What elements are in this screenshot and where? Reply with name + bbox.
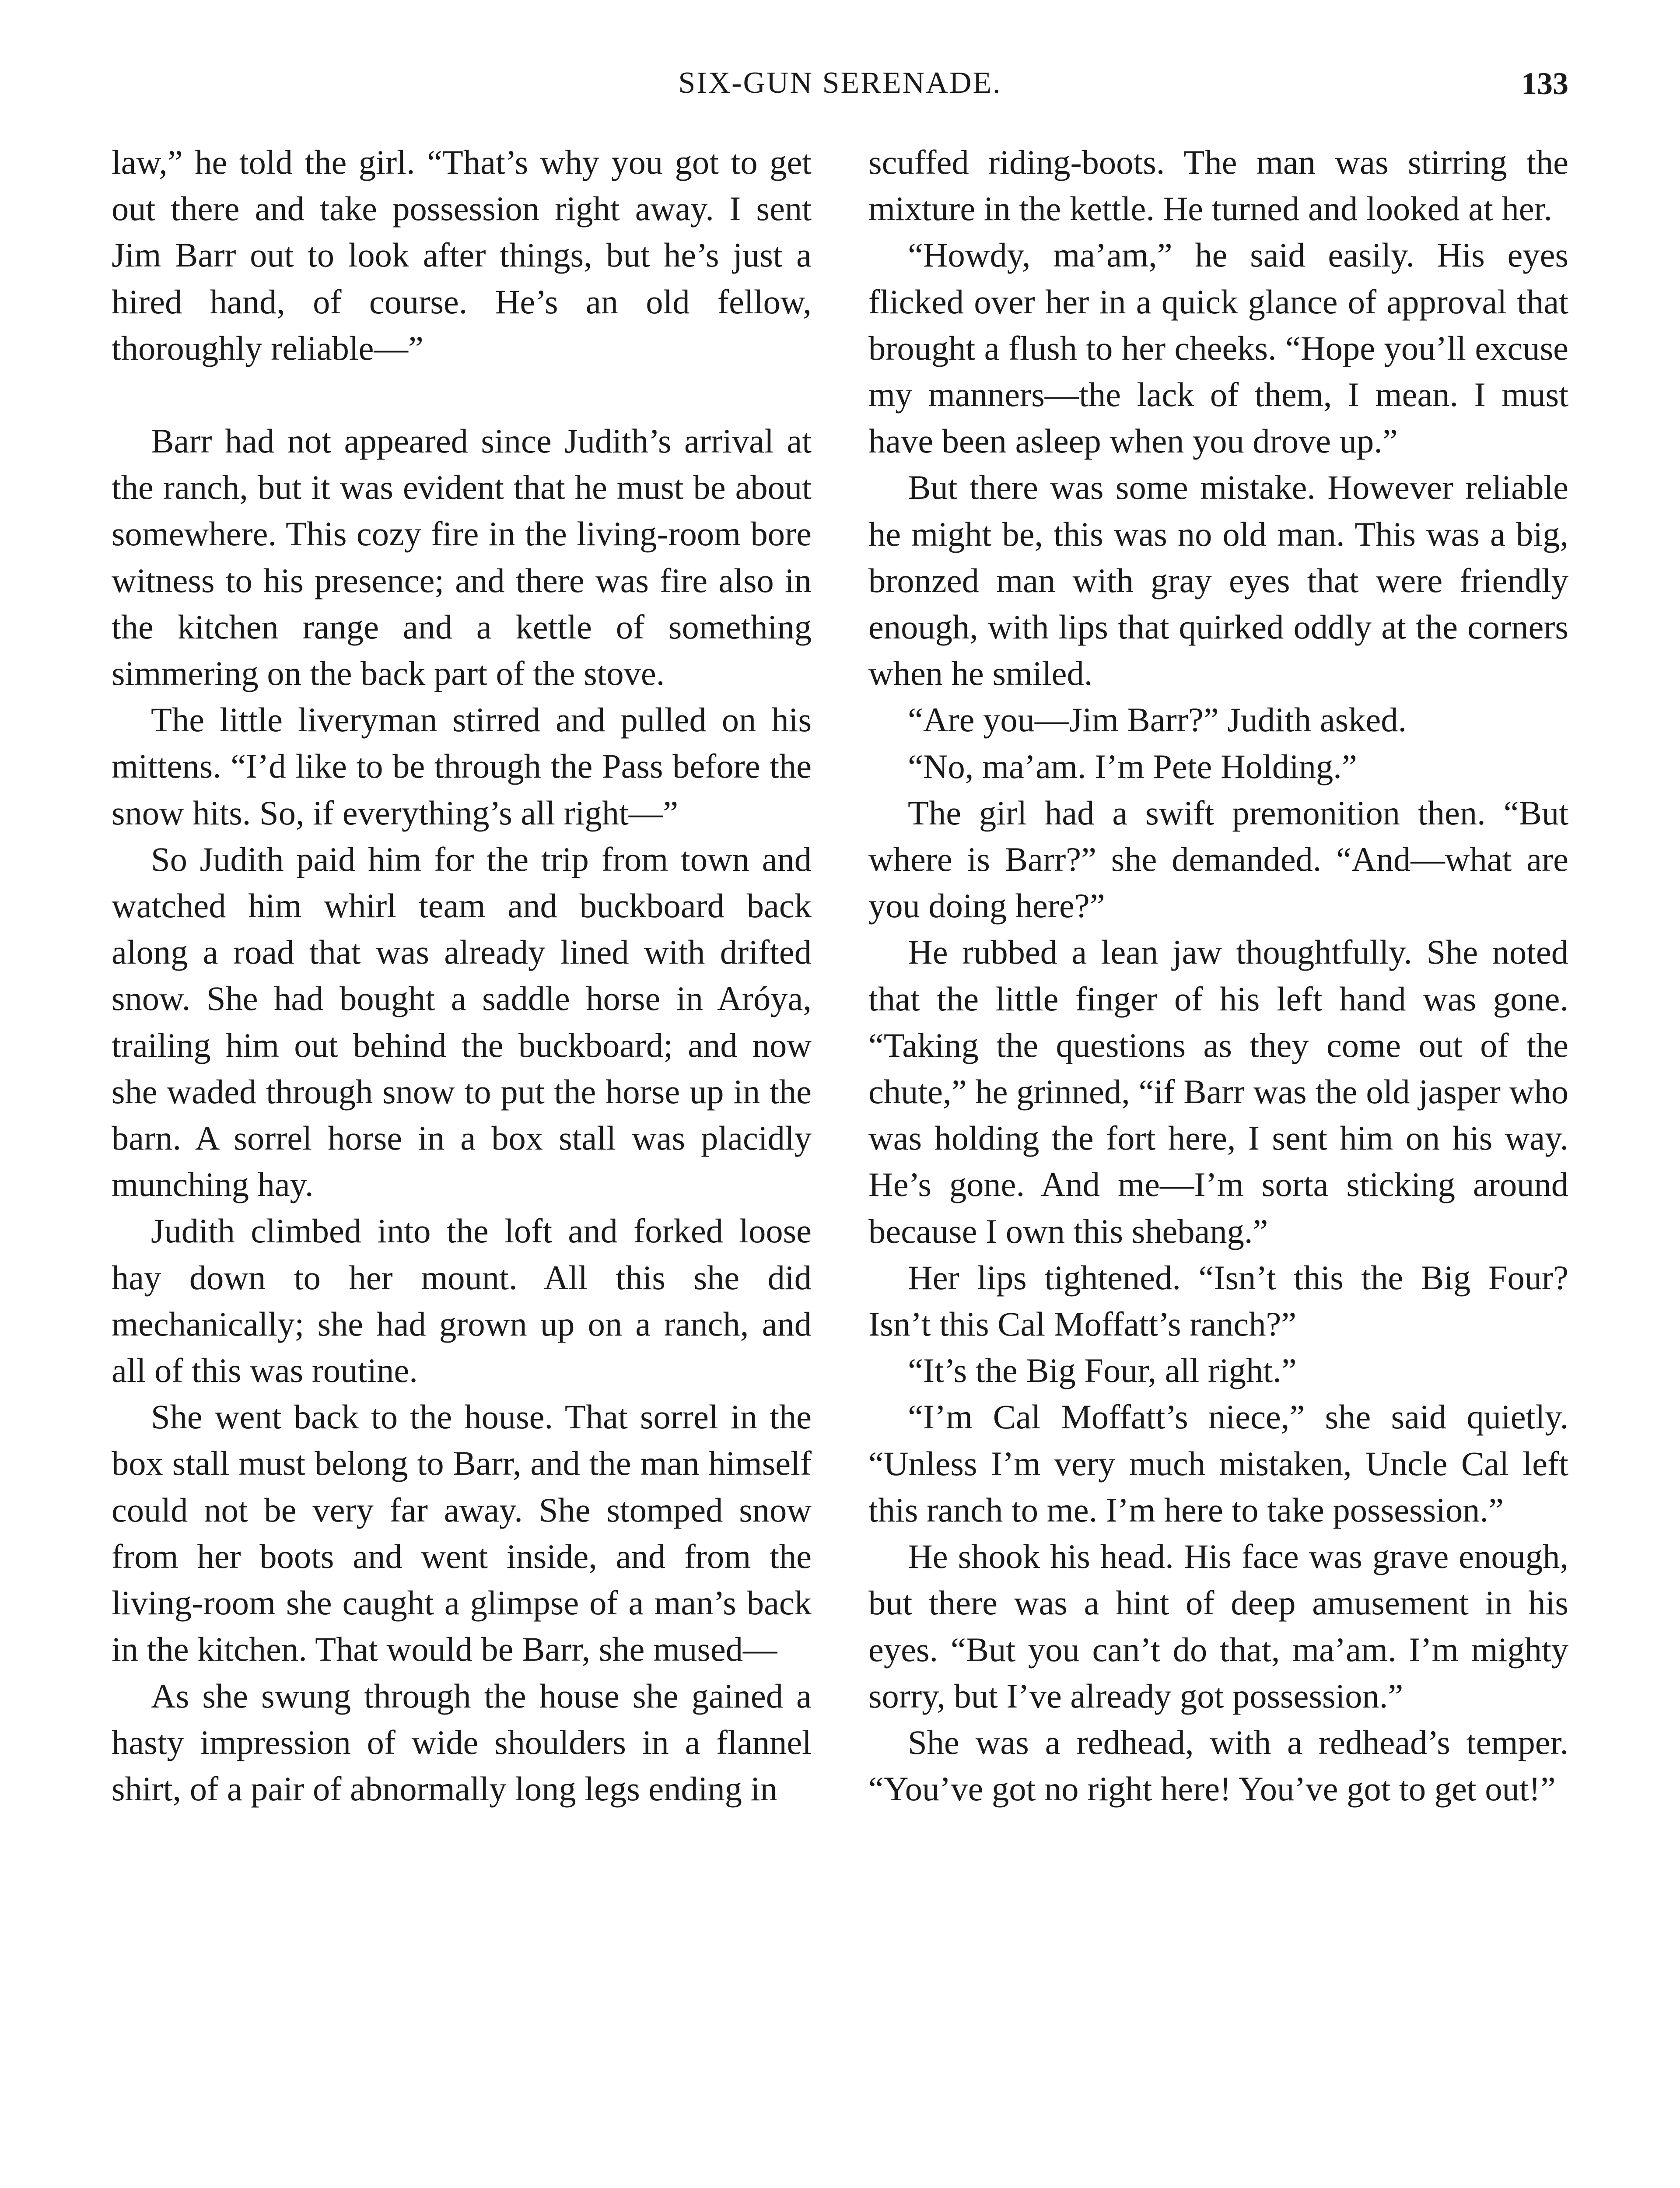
page-number: 133 (1521, 66, 1568, 101)
paragraph: She was a redhead, with a redhead’s temper. “You’ve got no right here! You’ve got to get out!” (868, 1723, 1568, 1808)
paragraph: Barr had not appeared since Judith’s arrival at the ranch, but it was evident that he must be about somewhere. This cozy fire in the living-room bore witness to his presence; and there was fire also in the kitchen range and a kettle of something simmering on the back part of the stove. (112, 422, 812, 693)
paragraph: “No, ma’am. I’m Pete Holding.” (908, 747, 1357, 785)
paragraph: The girl had a swift premonition then. “But where is Barr?” she demanded. “And—what are you doing here?” (868, 793, 1568, 925)
paragraph: She went back to the house. That sorrel in the box stall must belong to Barr, and the man himself could not be very far away. She stomped snow from her boots and went inside, and from the living-room she caught a glimpse of a man’s back in the kitchen. That would be Barr, she mused— (112, 1398, 812, 1669)
paragraph: Her lips tightened. “Isn’t this the Big Four? Isn’t this Cal Moffatt’s ranch?” (868, 1258, 1568, 1343)
paragraph: “It’s the Big Four, all right.” (908, 1351, 1297, 1390)
paragraph: He shook his head. His face was grave enough, but there was a hint of deep amusement in his eyes. “But you can’t do that, ma’am. I’m mighty sorry, but I’ve already got possession.” (868, 1537, 1568, 1715)
paragraph: “Howdy, ma’am,” he said easily. His eyes flicked over her in a quick glance of approval that brought a flush to her cheeks. “Hope you’ll excuse my manners—the lack of them, I mean. I must have been asleep when you drove up.” (868, 236, 1568, 460)
paragraph: scuffed riding-boots. The man was stirring the mixture in the kettle. He turned and looked at her. (868, 143, 1568, 228)
paragraph: “Are you—Jim Barr?” Judith asked. (908, 701, 1407, 739)
paragraph: law,” he told the girl. “That’s why you got to get out there and take possession right away. I sent Jim Barr out to look after things, but he’s just a hired hand, of course. He’s an old fellow, thoroughly reliable—” (112, 143, 812, 367)
paragraph: The little liveryman stirred and pulled on his mittens. “I’d like to be through the Pass before the snow hits. So, if everything’s all right—” (112, 701, 812, 832)
paragraph: So Judith paid him for the trip from town and watched him whirl team and buckboard back along a road that was already lined with drifted snow. She had bought a saddle horse in Aróya, trailing him out behind the buckboard; and now she waded through snow to put the horse up in the barn. A sorrel horse in a box stall was placidly munching hay. (112, 840, 812, 1204)
running-title: SIX-GUN SERENADE. (678, 66, 1002, 100)
paragraph: “I’m Cal Moffatt’s niece,” she said quietly. “Unless I’m very much mistaken, Uncle Cal left this ranch to me. I’m here to take possession.” (868, 1398, 1568, 1529)
paragraph: Judith climbed into the loft and forked loose hay down to her mount. All this she did mechanically; she had grown up on a ranch, and all of this was routine. (112, 1212, 812, 1390)
paragraph: But there was some mistake. However reliable he might be, this was no old man. This was a big, bronzed man with gray eyes that were friendly enough, with lips that quirked oddly at the corners when he smiled. (868, 468, 1568, 693)
left-column (112, 139, 812, 1812)
right-column (868, 139, 1568, 1812)
paragraph: As she swung through the house she gained a hasty impression of wide shoulders in a flannel shirt, of a pair of abnormally long legs ending in (112, 1676, 812, 1808)
running-head (112, 66, 1568, 118)
paragraph: He rubbed a lean jaw thoughtfully. She noted that the little finger of his left hand was gone. “Taking the questions as they come out of the chute,” he grinned, “if Barr was the old jasper who was holding the fort here, I sent him on his way. He’s gone. And me—I’m sorta sticking around because I own this shebang.” (868, 933, 1568, 1250)
